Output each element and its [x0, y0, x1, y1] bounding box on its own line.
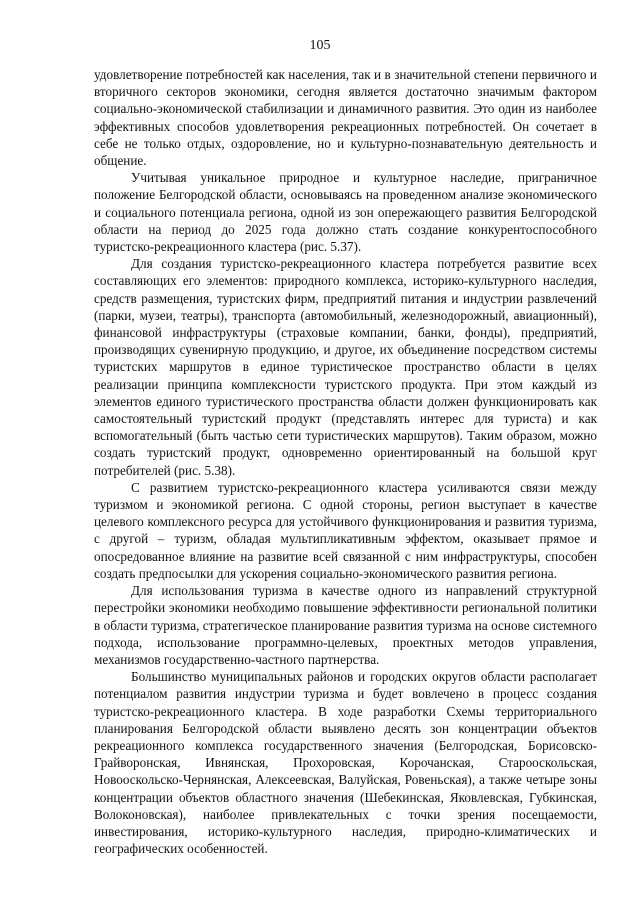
- paragraph-regional-heritage: Учитывая уникальное природное и культурное наследие, приграничное положение Белгородской области, основываясь на проведенном анализе экономического и социального потенциала региона, одной из зон опережающего развития Белгородской области на период до 2025 года должно стать создание конкурентоспособного туристско-рекреационного кластера (рис. 5.37).: [94, 170, 597, 255]
- page-number: 105: [309, 38, 331, 53]
- paragraph-policy: Для использования туризма в качестве одного из направлений структурной перестройки экономики необходимо повышение эффективности региональной политики в области туризма, стратегическое планирование развития туризма на основе системного подхода, использование программно-целевых, проектных методов управления, механизмов государственно-частного партнерства.: [94, 583, 597, 667]
- paragraph-recreation-zones: Большинство муниципальных районов и городских округов области располагает потенциалом развития индустрии туризма и будет вовлечено в процесс создания туристско-рекреационного кластера. В ходе разработки Схемы территориального планирования Белгородской области выявлено десять зон концентрации объектов рекреационного комплекса государственного значения (Белгородская, Борисовско-Грайворонская, Ивнянская, Прохоровская, Корочанская, Старооскольская, Новооскольско-Чернянская, Алексеевская, Валуйская, Ровеньская), а также четыре зоны концентрации объектов областного значения (Шебекинская, Яковлевская, Губкинская, Волоконовская), наиболее привлекательных с точки зрения посещаемости, инвестирования, историко-культурного наследия, природно-климатических и географических особенностей.: [94, 669, 597, 857]
- text-body: [94, 66, 597, 857]
- paragraph-continuation: удовлетворение потребностей как населения, так и в значительной степени первичного и вторичного секторов экономики, сегодня является достаточно значимым фактором социально-экономической стабилизации и динамичного развития. Это один из наиболее эффективных способов удовлетворения рекреационных потребностей. Он сочетает в себе не только отдых, оздоровление, но и культурно-познавательную деятельность и общение.: [94, 67, 597, 169]
- paragraph-cluster-elements: Для создания туристско-рекреационного кластера потребуется развитие всех составляющих его элементов: природного комплекса, историко-культурного наследия, средств размещения, туристских фирм, предприятий питания и индустрии развлечений (парки, музеи, театры), транспорта (автомобильный, железнодорожный, авиационный), финансовой инфраструктуры (страховые компании, банки, фонды), предприятий, производящих сувенирную продукцию, и другое, их объединение посредством системы туристских маршрутов в единое туристическое пространство области в целях реализации принципа комплексности туристского продукта. При этом каждый из элементов единого туристического пространства области должен функционировать как самостоятельный туристский продукт (представлять интерес для туриста) и как вспомогательный (быть частью сети туристических маршрутов). Таким образом, можно создать туристский продукт, одновременно ориентированный на большой круг потребителей (рис. 5.38).: [94, 256, 597, 478]
- paragraph-economic-links: С развитием туристско-рекреационного кластера усиливаются связи между туризмом и экономикой региона. С одной стороны, регион выступает в качестве целевого комплексного ресурса для устойчивого функционирования и развития туризма, с другой – туризм, обладая мультипликативным эффектом, оказывает прямое и опосредованное влияние на развитие всей связанной с ним инфраструктуры, способен создать предпосылки для ускорения социально-экономического развития региона.: [94, 479, 597, 581]
